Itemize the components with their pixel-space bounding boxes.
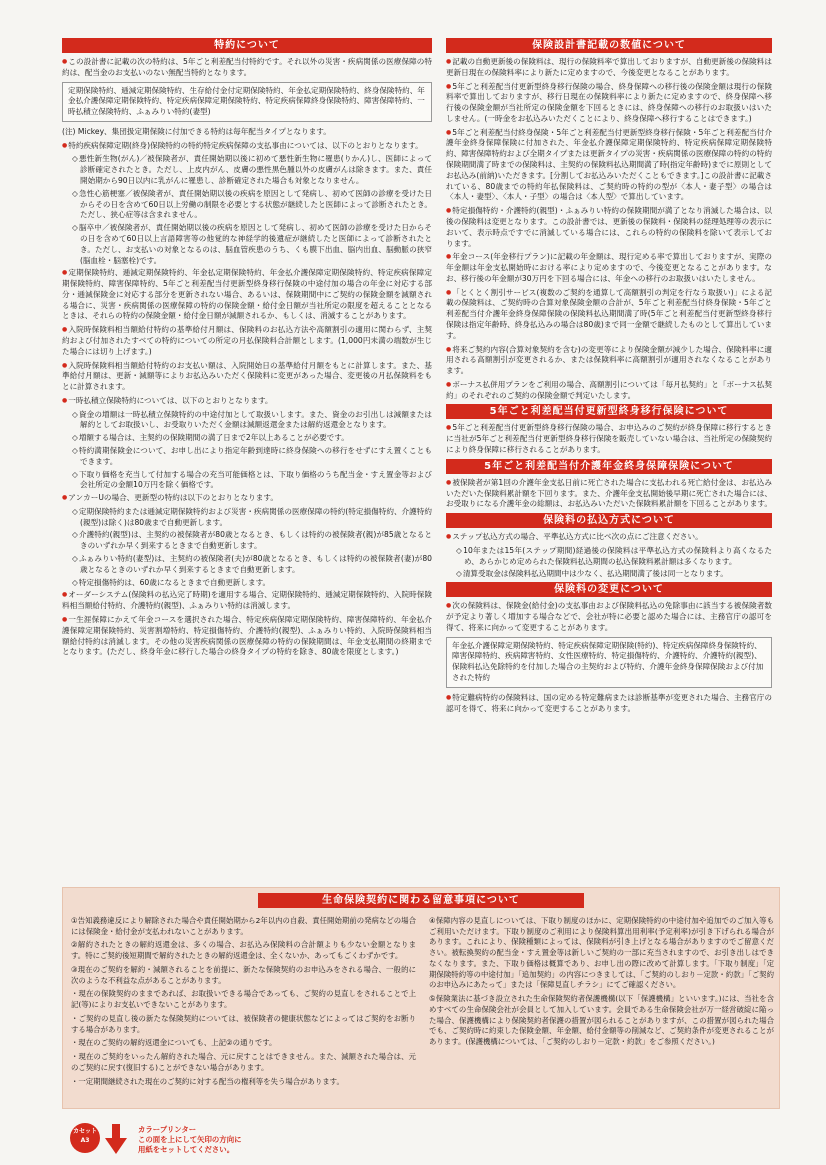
anchor-item-2: ◇ 介護特約(親型)は、主契約の被保険者が80歳となるとき、もしくは特約の被保険者(親)が85歳となるときのいずれか早く到来するときまで自動更新します。 — [72, 530, 432, 552]
care-annuity-item: ● 被保険者が第1回の介護年金支払日前に死亡された場合に支払われる死亡給付金は、お払込みいただいた保険料累計額を下回ります。また、介護年金支払開始後早期に死亡された場合には、お受取りになる介護年金の総額は、お払込みいただいた保険料累計額を下回ることがあります。 — [446, 478, 772, 510]
section-title-tokuyaku: 特約について — [62, 38, 432, 53]
section-title-payment-method: 保険料の払込方式について — [446, 513, 772, 528]
heart-attack-item: ◇ 急性心筋梗塞／被保険者が、責任開始期以後の疾病を原因として発病し、初めて医師の診療を受けた日からその日を含めて60日以上労働の制限を必要とする状態が継続したと医師によって診断されたとき。ただし、狭心症等は含まれません。 — [72, 189, 432, 221]
lump-sum-item-1: ◇ 資金の増額は一時払積立保険特約の中途付加として取扱いします。また、資金のお引出しは減額または解約としてお取扱いし、お受取りいただく金額は減額返還金または解約返還金となります。 — [72, 410, 432, 432]
lump-sum-rider: ● 一時払積立保険特約については、以下のとおりとなります。 — [62, 396, 432, 407]
notice-item: ・一定期間継続された現在のご契約に対する配当の権利等を失う場合があります。 — [71, 1076, 344, 1086]
cassette-label: カセット — [72, 1128, 97, 1135]
cassette-size: A3 — [80, 1137, 90, 1144]
hospital-benefit-calc: ● 入院時保険料相当額給付特約のお支払い額は、入院開始日の基準給付月額をもとに計算します。また、基準給付月額は、更新・減額等によりお払込みいただく保険料に変更があった場合、変更後の月払保険料をもとに計算されます。 — [62, 361, 432, 393]
printer-line-3: 用紙をセットしてください。 — [138, 1144, 235, 1154]
mickey-note: (注) Mickey、集団扱定期保険に付加できる特約は毎年配当タイプとなります。 — [62, 126, 331, 136]
stroke-item: ◇ 脳卒中／被保険者が、責任開始期以後の疾病を原因として発病し、初めて医師の診療を受けた日からその日を含めて60日以上言語障害等の他覚的な神経学的後遺症が継続したと医師によって診断されたとき。ただし、お支払いの対象となるのは、脳血管疾患のうち、くも膜下出血、脳内出血、脳動脈の狭窄(脳血栓・脳塞栓)です。 — [72, 223, 432, 266]
values-item-3: ● 5年ごと利差配当付終身保険・5年ごと利差配当付更新型終身移行保険・5年ごと利差配当付介護年金終身保障保険に付加された、年金払介護保障定期保険特約、特定疾病保障定期保険特約、障害保障特約および全期タイプまたは更新タイプの災害・疾病関係の医療保障の特約の特約保険期間満了時までの保険料は、主契約の保険料払込期間満了時(指定年齢時)までに原則としてお払込み(前納)いただきます。[分割してお払込みいただくこともできます。]この設計書に記載されている、80歳までの特約年払保険料は、ご契約時の特約の型が〈本人・妻子型〉の場合は〈本人・妻型〉、〈本人・子型〉の場合は〈本人型〉で算出しています。 — [446, 128, 772, 203]
rare-disease-item: ● 特定難病特約の保険料は、国の定める特定難病または診断基準が変更された場合、主務官庁の認可を得て、将来に向かって変更することがあります。 — [446, 693, 772, 715]
values-item-2: ● 5年ごと利差配当付更新型終身移行保険の場合、終身保障への移行後の保険金額は現行の保険料率で算出しておりますが、移行日現在の保険料率により新たに定めますので、終身保障へ移行後の保険金額が当社所定の保険金額を下回るときには、終身保障への移行のお取扱いはいたしません。(一時金をお払込みいただくことにより、終身保障へ移行することはできます。) — [446, 82, 772, 125]
down-arrow-icon — [105, 1124, 127, 1154]
values-item-7: ● 将来ご契約内容(合算対象契約を含む)の変更等により保険金額が減少した場合、保険料率に適用される高額割引が変更されるか、または保険料率に高額割引が適用されなくなることがあります。 — [446, 345, 772, 377]
values-item-6: ● 「とくとく割引サービス(複数のご契約を通算して高額割引の判定を行なう取扱い)」による記載の保険料は、ご契約時の合算対象保険金額の合計が、5年ごと利差配当付終身保険・5年ごと利差配当付介護年金終身保障保険の保険料払込期間満了時(5年ごと利差配当付更新型終身移行保険は指定年齢時、終身払込みの場合は80歳)まで同一金額で継続したものとして算出しています。 — [446, 288, 772, 342]
premium-change-box: 年金払介護保障定期保険特約、特定疾病保障定期保険(特約)、特定疾病保障終身保険特約、障害保障特約、疾病障害特約、女性医療特約、特定損傷特約、介護特約、介護特約(親型)、保険料払込免除特約を付加した場合の主契約および特約、介護年金終身保障保険および付加された特約 — [446, 637, 772, 688]
anchor-u-paragraph: ● アンカーUの場合、更新型の特約は以下のとおりとなります。 — [62, 493, 432, 504]
printer-instructions — [138, 1125, 241, 1155]
right-column — [446, 36, 772, 717]
notice-item: ・ご契約の見直し後の新たな保険契約については、被保険者の健康状態などによってはご契約をお断りする場合があります。 — [71, 1013, 416, 1034]
anchor-item-3: ◇ ふぁみりい特約(妻型)は、主契約の被保険者(夫)が80歳となるとき、もしくは特約の被保険者(妻)が80歳となるときのいずれか早く到来するときまで自動更新します。 — [72, 554, 432, 576]
notice-item: ・現在の保険契約のままであれば、お取扱いできる場合であっても、ご契約の見直しをされることで上記(等)によりお支払いできないことがあります。 — [71, 989, 416, 1010]
notice-item: ②解約されたときの解約返還金は、多くの場合、お払込み保険料の合計額よりも少ない金額となります。特にご契約後短期間で解約されたときの解約返還金は、全くないか、あってもごくわずかです。 — [71, 940, 416, 961]
cassette-badge — [70, 1123, 100, 1153]
notice-item: ⑤保険業法に基づき設立された生命保険契約者保護機構(以下「保護機構」といいます。)には、当社を含めすべての生命保険会社が会員として加入しています。会員である生命保険会社が万一経営破綻に陥った場合、保護機構により保険契約者保護の措置が図られることがありますが、この措置が図られた場合でも、ご契約時に約束した保険金額、年金額、給付金額等の削減など、ご契約条件が変更されることがあります。(保護機構については、「ご契約のしおり－定款・約款」をご参照ください。) — [429, 994, 774, 1047]
lump-sum-item-2: ◇ 増額する場合は、主契約の保険期間の満了日まで2年以上あることが必要です。 — [72, 433, 432, 444]
step-sub-1: ◇ 10年または15年(ステップ期間)経過後の保険料は平準払込方式の保険料より高くなるため、あらかじめ定められた保険料払込期間の払込保険料累計額は多くなります。 — [456, 546, 772, 568]
values-item-4: ● 特定損傷特約・介護特約(親型)・ふぁみりい特約の保険期間が満了となり消滅した場合は、以後の保険料は変更となります。この設計書では、更新後の保険料・保険料の経理処理等の表示において、表示時点ですでに消滅している場合には、これらの特約の保険料を除いて表示しております。 — [446, 206, 772, 249]
tokuyaku-intro: ● この設計書に記載の次の特約は、5年ごと利差配当付特約です。それ以外の災害・疾病関係の医療保障の特約は、配当金のお支払いのない無配当特約となります。 — [62, 57, 432, 79]
notice-item: ・現在のご契約の解約返還金についても、上記②の通りです。 — [71, 1038, 277, 1048]
notice-item: ・現在のご契約をいったん解約された場合、元に戻すことはできません。また、減額された場合は、元のご契約に戻す(復旧する)ことができない場合があります。 — [71, 1052, 416, 1072]
section-title-values: 保険設計書記載の数値について — [446, 38, 772, 53]
values-item-1: ● 記載の自動更新後の保険料は、現行の保険料率で算出しておりますが、自動更新後の保険料は更新日現在の保険料率により新たに定めますので、今後変更となることがあります。 — [446, 57, 772, 79]
section-title-premium-change: 保険料の変更について — [446, 582, 772, 597]
reduction-paragraph: ● 定期保険特約、逓減定期保険特約、年金払定期保険特約、年金払介護保障定期保険特約、特定疾病保障定期保険特約、障害保障特約、5年ごと利差配当付更新型終身移行保険の中途付加の場合の年金に対応する部分・逓減保険金に対応する部分を更新されない場合、あるいは、保険期間中にご契約の保険金額を減額される場合に、災害・疾病関係の医療保障の特約の保険金額・給付金日額が当社所定の限度を超えることとなるときは、それらの特約の保険金額・給付金日額が減額されるか、もしくは、消滅することがあります。 — [62, 268, 432, 322]
values-item-5: ● 年金コース(年金移行プラン)に記載の年金額は、現行定める率で算出しておりますが、実際の年金額は年金支払開始時における率により定めますので、今後変更となることがあります。なお、移行後の年金額が30万円を下回る場合には、年金への移行のお取扱いはいたしません。 — [446, 252, 772, 284]
printer-line-2: この面を上にして矢印の方向に — [138, 1134, 242, 1144]
notice-item: ③現在のご契約を解約・減額されることを前提に、新たな保険契約のお申込みをされる場合、一般的に次のような不利益な点があることがあります。 — [71, 964, 416, 985]
lump-sum-item-4: ◇ 下取り価格を充当して付加する場合の充当可能価格とは、下取り価格のうち配当金・すえ置金等および会社所定の金額10万円を除く価格です。 — [72, 470, 432, 492]
notice-panel — [62, 887, 780, 1109]
hospital-benefit-base: ● 入院時保険料相当額給付特約の基準給付月額は、保険料のお払込方法や高額割引の適用に関わらず、主契約および付加されたすべての特約についての所定の月払保険料合計額とします。(1,000円未満の端数が生じた場合には切り上げます。) — [62, 325, 432, 357]
step-sub-2: ◇ 清算受取金は保険料払込期間中は少なく、払込期間満了後は同一となります。 — [456, 569, 772, 580]
values-item-8: ● ボーナス払併用プランをご利用の場合、高額割引については「毎月払契約」と「ボーナス払契約」のそれぞれのご契約の保険金額で判定いたします。 — [446, 380, 772, 402]
notice-left-column — [71, 916, 416, 1090]
dividend-rider-box: 定期保険特約、逓減定期保険特約、生存給付金付定期保険特約、年金払定期保険特約、終身保険特約、年金払介護保障定期保険特約、特定疾病保障定期保険特約、特定疾病保障終身保険特約、障害保障特約、一時払積立保険特約、ふぁみりい特約(妻型) — [62, 82, 432, 122]
order-system-paragraph: ● オーダーシステム(保険料の払込完了時期)を適用する場合、定期保険特約、逓減定期保険特約、入院時保険料相当額給付特約、介護特約(親型)、ふぁみりい特約は消滅します。 — [62, 590, 432, 612]
left-column — [62, 36, 432, 661]
annuity-course-paragraph: ● 一生涯保障にかえて年金コースを選択された場合、特定疾病保障定期保険特約、障害保障特約、年金払介護保障定期保険特約、災害割増特約、特定損傷特約、介護特約(親型)、ふぁみりい特約、入院時保険料相当額給付特約は消滅します。その他の災害疾病関係の医療保障の特約の保険期間は、年金支払期間の終期までとなります。(ただし、終身年金に移行した場合の終身タイプの特約を除き、80歳を限度とします。) — [62, 615, 432, 658]
notice-title: 生命保険契約に関わる留意事項について — [258, 893, 584, 908]
premium-change-item: ● 次の保険料は、保険金(給付金)の支払事由および保険料払込の免除事由に該当する被保険者数が予定より著しく増加する場合などで、会社が特に必要と認めた場合には、主務官庁の認可を得て、将来に向かって変更することがあります。 — [446, 601, 772, 633]
section-title-care-annuity: 5年ごと利差配当付介護年金終身保障保険について — [446, 459, 772, 474]
anchor-item-4: ◇ 特定損傷特約は、60歳になるときまで自動更新します。 — [72, 578, 432, 589]
critical-illness-paragraph: ● 特約疾病保障定期(終身)保険特約の特約特定疾病保障の支払事由については、以下のとおりとなります。 — [62, 141, 432, 152]
anchor-item-1: ◇ 定期保険特約または逓減定期保険特約および災害・疾病関係の医療保障の特約(特定損傷特約、介護特約(親型)は除く)は80歳まで自動更新します。 — [72, 507, 432, 529]
section-title-renewal: 5年ごと利差配当付更新型終身移行保険について — [446, 404, 772, 419]
step-payment-item: ● ステップ払込方式の場合、平準払込方式に比べ次の点にご注意ください。 — [446, 532, 772, 543]
lump-sum-item-3: ◇ 特約満期保険金について、お申し出により指定年齢到達時に終身保険への移行をせずにすえ置くこともできます。 — [72, 446, 432, 468]
renewal-item: ● 5年ごと利差配当付更新型終身移行保険の場合、お申込みのご契約が終身保障に移行するときに当社が5年ごと利差配当付更新型終身移行保険を販売していない場合は、当社所定の保険契約により終身保障に移行されることがあります。 — [446, 423, 772, 455]
cancer-item: ◇ 悪性新生物(がん)／被保険者が、責任開始期以後に初めて悪性新生物に罹患(りかん)し、医師によって診断確定されたとき。ただし、上皮内がん、皮膚の悪性黒色腫以外の皮膚がんは除きます。また、責任開始期から90日以内に乳がんに罹患し、診断確定された場合も対象となりません。 — [72, 154, 432, 186]
notice-item: ①告知義務違反により解除された場合や責任開始期から2年以内の自殺、責任開始期前の発病などの場合には保険金・給付金が支払われないことがあります。 — [71, 916, 416, 936]
notice-right-column — [429, 916, 774, 1051]
notice-item: ④保障内容の見直しについては、下取り制度のほかに、定期保険特約の中途付加や追加でのご加入等もご利用いただけます。下取り制度のご利用により保険料算出用利率(予定利率)が引き下げられる場合があります。これにより、保険種類によっては、保険料が引き上げとなる場合がありますのでご留意ください。被転換契約の配当金・すえ置金等は新しいご契約の一部に充当されますので、お引き出しはできなくなります。また、下取り価格は概算であり、お申し出の際に改めて計算します。「下取り制度」「定期保険特約等の中途付加」「追加契約」の内容につきましては、「ご契約のしおり－定款・約款」「ご契約のお申込みにあたって」または「保障見直しチラシ」にてご確認ください。 — [429, 916, 774, 990]
printer-line-1: カラープリンター — [138, 1125, 197, 1134]
